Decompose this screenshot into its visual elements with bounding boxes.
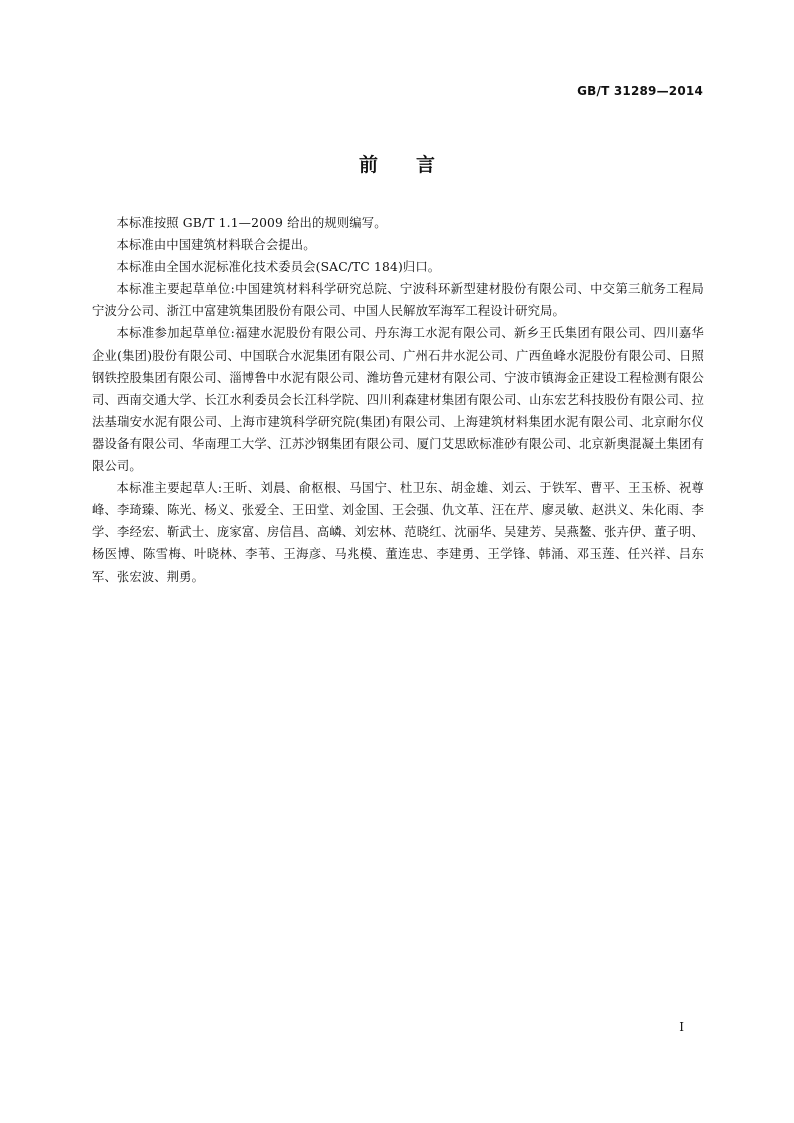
page-title: 前言 [358, 154, 473, 176]
paragraph-main-drafters: 本标准主要起草人:王昕、刘晨、俞枢根、马国宁、杜卫东、胡金雄、刘云、于铁军、曹平、王玉桥、祝尊峰、李琦臻、陈光、杨义、张爱全、王田堂、刘金国、王会强、仇文革、汪在芹、廖灵敏、赵洪义、朱化雨、李学、李经宏、靳武士、庞家富、房信昌、高嶙、刘宏林、范晓红、沈丽华、吴建芳、吴燕鳌、张卉伊、董子明、杨医博、陈雪梅、叶晓林、李苇、王海彦、马兆模、董连忠、李建勇、王学锋、韩涌、邓玉莲、任兴祥、吕东军、张宏波、荆勇。 [92, 481, 704, 584]
paragraph-under-jurisdiction: 本标准由全国水泥标准化技术委员会(SAC/TC 184)归口。 [116, 260, 441, 275]
standard-number: GB/T 31289—2014 [577, 84, 703, 98]
foreword-body [92, 212, 704, 588]
paragraph-drafting-rules: 本标准按照 GB/T 1.1—2009 给出的规则编写。 [116, 216, 387, 230]
paragraph-proposed-by: 本标准由中国建筑材料联合会提出。 [116, 238, 316, 253]
paragraph-participating-units: 本标准参加起草单位:福建水泥股份有限公司、丹东海工水泥有限公司、新乡王氏集团有限公司、四川嘉华企业(集团)股份有限公司、中国联合水泥集团有限公司、广州石井水泥公司、广西鱼峰水泥股份有限公司、日照钢铁控股集团有限公司、淄博鲁中水泥有限公司、潍坊鲁元建材有限公司、宁波市镇海金正建设工程检测有限公司、西南交通大学、长江水利委员会长江科学院、四川利森建材集团有限公司、山东宏艺科技股份有限公司、拉法基瑞安水泥有限公司、上海市建筑科学研究院(集团)有限公司、上海建筑材料集团水泥有限公司、北京耐尔仪器设备有限公司、华南理工大学、江苏沙钢集团有限公司、厦门艾思欧标准砂有限公司、北京新奥混凝土集团有限公司。 [92, 326, 704, 474]
paragraph-main-drafting-units: 本标准主要起草单位:中国建筑材料科学研究总院、宁波科环新型建材股份有限公司、中交第三航务工程局宁波分公司、浙江中富建筑集团股份有限公司、中国人民解放军海军工程设计研究局。 [92, 282, 704, 319]
page-number: I [679, 1020, 684, 1034]
